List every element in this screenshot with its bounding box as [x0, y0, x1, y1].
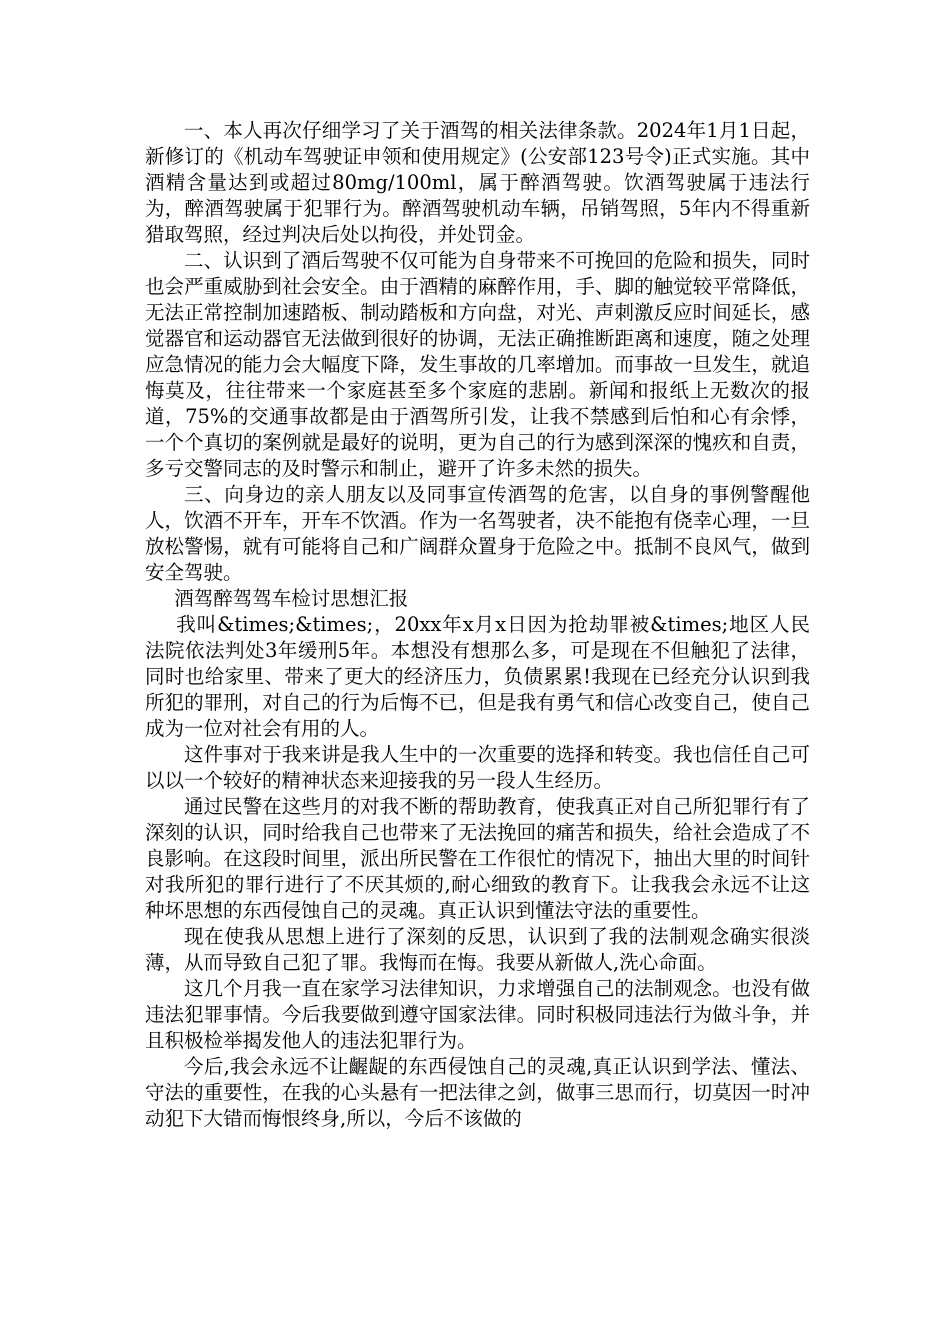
paragraph-5: 我叫&times;&times;，20xx年x月x日因为抢劫罪被&times;地区人民法院依法判处3年缓刑5年。本想没有想那么多，可是现在不但触犯了法律，同时也给家里、带来了更大的经济压力，负债累累!我现在已经充分认识到我所犯的罪刑，对自己的行为后悔不已，但是我有勇气和信心改变自己，使自己成为一位对社会有用的人。: [145, 613, 810, 740]
paragraph-1: 一、本人再次仔细学习了关于酒驾的相关法律条款。2024年1月1日起，新修订的《机动车驾驶证申领和使用规定》(公安部123号令)正式实施。其中酒精含量达到或超过80mg/100ml，属于醉酒驾驶。饮酒驾驶属于违法行为，醉酒驾驶属于犯罪行为。醉酒驾驶机动车辆，吊销驾照，5年内不得重新猎取驾照，经过判决后处以拘役，并处罚金。: [145, 119, 810, 246]
paragraph-8: 现在使我从思想上进行了深刻的反思，认识到了我的法制观念确实很淡薄，从而导致自己犯了罪。我悔而在悔。我要从新做人,洗心命面。: [145, 925, 810, 974]
paragraph-3: 三、向身边的亲人朋友以及同事宣传酒驾的危害，以自身的事例警醒他人，饮酒不开车，开车不饮酒。作为一名驾驶者，决不能抱有侥幸心理，一旦放松警惕，就有可能将自己和广阔群众置身于危险之中。抵制不良风气，做到安全驾驶。: [145, 483, 810, 584]
section-title: 酒驾醉驾驾车检讨思想汇报: [174, 587, 409, 610]
paragraph-7: 通过民警在这些月的对我不断的帮助教育，使我真正对自己所犯罪行有了深刻的认识，同时给我自己也带来了无法挽回的痛苦和损失，给社会造成了不良影响。在这段时间里，派出所民警在工作很忙的情况下，抽出大里的时间针对我所犯的罪行进行了不厌其烦的,耐心细致的教育下。让我我会永远不让这种坏思想的东西侵蚀自己的灵魂。真正认识到懂法守法的重要性。: [145, 795, 810, 922]
paragraph-2: 二、认识到了酒后驾驶不仅可能为自身带来不可挽回的危险和损失，同时也会严重威胁到社会安全。由于酒精的麻醉作用，手、脚的触觉较平常降低，无法正常控制加速踏板、制动踏板和方向盘，对光、声刺激反应时间延长，感觉器官和运动器官无法做到很好的协调，无法正确推断距离和速度，随之处理应急情况的能力会大幅度下降，发生事故的几率增加。而事故一旦发生，就追悔莫及，往往带来一个家庭甚至多个家庭的悲剧。新闻和报纸上无数次的报道，75%的交通事故都是由于酒驾所引发，让我不禁感到后怕和心有余悸，一个个真切的案例就是最好的说明，更为自己的行为感到深深的愧疚和自责，多亏交警同志的及时警示和制止，避开了许多未然的损失。: [145, 249, 810, 480]
paragraph-10: 今后,我会永远不让齷龊的东西侵蚀自己的灵魂,真正认识到学法、懂法、守法的重要性，在我的心头悬有一把法律之剑，做事三思而行，切莫因一时冲动犯下大错而悔恨终身,所以，今后不该做的: [145, 1055, 810, 1130]
paragraph-9: 这几个月我一直在家学习法律知识，力求增强自己的法制观念。也没有做违法犯罪事情。今后我要做到遵守国家法律。同时积极同违法行为做斗争，并且积极检举揭发他人的违法犯罪行为。: [145, 977, 810, 1052]
document-body: [145, 118, 810, 1132]
paragraph-6: 这件事对于我来讲是我人生中的一次重要的选择和转变。我也信任自己可以以一个较好的精神状态来迎接我的另一段人生经历。: [145, 743, 810, 792]
